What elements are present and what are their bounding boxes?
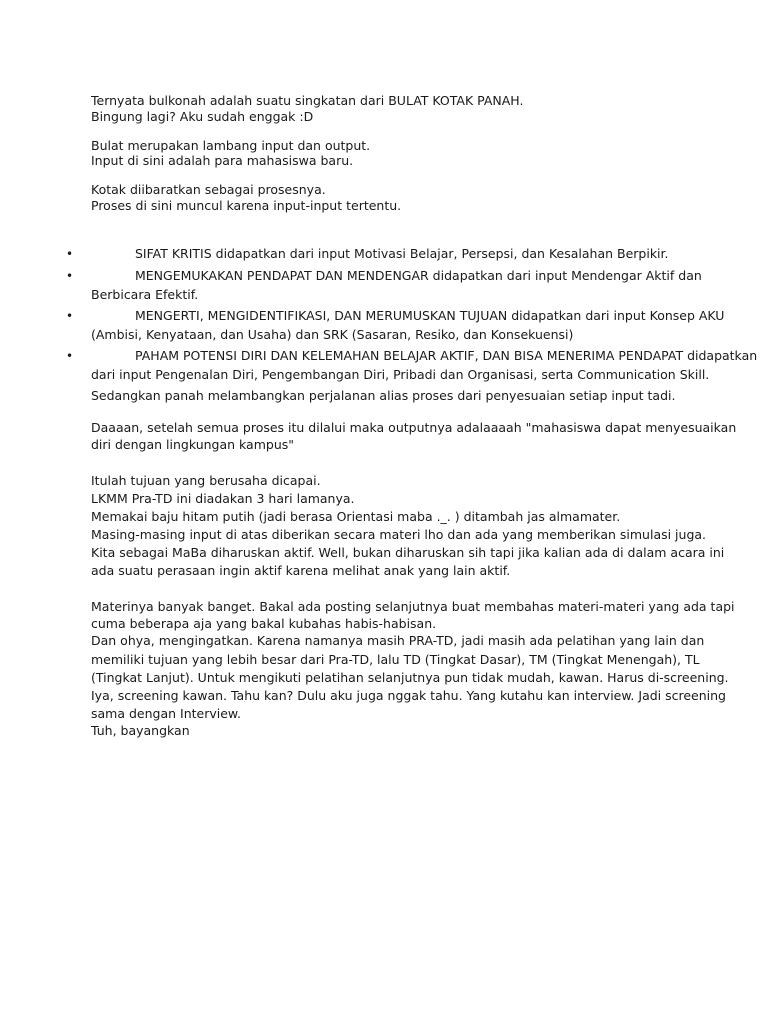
bullet-3-line-2: (Ambisi, Kenyataan, dan Usaha) dan SRK (Sasaran, Resiko, dan Konsekuensi): [91, 327, 574, 342]
bullet-4-line-2: dari input Pengenalan Diri, Pengembangan Diri, Pribadi dan Organisasi, serta Communication Skill.: [91, 367, 710, 382]
bullet-marker: •: [66, 269, 74, 283]
intro-line-6: Proses di sini muncul karena input-input tertentu.: [91, 198, 402, 213]
body-paragraph-4-line-8: Tuh, bayangkan: [91, 723, 190, 738]
body-paragraph-3-line-6: ada suatu perasaan ingin aktif karena melihat anak yang lain aktif.: [91, 563, 511, 578]
body-paragraph-4-line-5: (Tingkat Lanjut). Untuk mengikuti pelatihan selanjutnya pun tidak mudah, kawan. Harus di-screening.: [91, 670, 729, 685]
body-paragraph-3-line-2: LKMM Pra-TD ini diadakan 3 hari lamanya.: [91, 491, 355, 506]
body-paragraph-3-line-3: Memakai baju hitam putih (jadi berasa Orientasi maba ._. ) ditambah jas almamater.: [91, 509, 621, 524]
intro-line-4: Input di sini adalah para mahasiswa baru.: [91, 153, 354, 168]
bullet-2-line-1: MENGEMUKAKAN PENDAPAT DAN MENDENGAR didapatkan dari input Mendengar Aktif dan: [135, 268, 702, 283]
bullet-4-line-1: PAHAM POTENSI DIRI DAN KELEMAHAN BELAJAR AKTIF, DAN BISA MENERIMA PENDAPAT didapatkan: [135, 348, 758, 363]
intro-line-5: Kotak diibaratkan sebagai prosesnya.: [91, 182, 326, 197]
body-paragraph-2-line-1: Daaaan, setelah semua proses itu dilalui maka outputnya adalaaaah "mahasiswa dapat menyesuaikan: [91, 420, 737, 435]
bullet-3-line-1: MENGERTI, MENGIDENTIFIKASI, DAN MERUMUSKAN TUJUAN didapatkan dari input Konsep AKU: [135, 308, 725, 323]
body-paragraph-4-line-7: sama dengan Interview.: [91, 706, 241, 721]
intro-line-2: Bingung lagi? Aku sudah enggak :D: [91, 109, 314, 124]
body-paragraph-1: Sedangkan panah melambangkan perjalanan alias proses dari penyesuaian setiap input tadi.: [91, 388, 676, 403]
body-paragraph-4-line-3: Dan ohya, mengingatkan. Karena namanya masih PRA-TD, jadi masih ada pelatihan yang lain dan: [91, 633, 705, 648]
body-paragraph-4-line-4: memiliki tujuan yang lebih besar dari Pra-TD, lalu TD (Tingkat Dasar), TM (Tingkat Menengah), TL: [91, 652, 700, 667]
bullet-marker: •: [66, 309, 74, 323]
body-paragraph-4-line-2: cuma beberapa aja yang bakal kubahas habis-habisan.: [91, 616, 437, 631]
bullet-marker: •: [66, 247, 74, 261]
bullet-2-line-2: Berbicara Efektif.: [91, 287, 199, 302]
body-paragraph-4-line-6: Iya, screening kawan. Tahu kan? Dulu aku juga nggak tahu. Yang kutahu kan interview. Jadi screening: [91, 688, 726, 703]
body-paragraph-2-line-2: diri dengan lingkungan kampus": [91, 437, 294, 452]
bullet-1-line-1: SIFAT KRITIS didapatkan dari input Motivasi Belajar, Persepsi, dan Kesalahan Berpikir.: [135, 246, 669, 261]
body-paragraph-3-line-1: Itulah tujuan yang berusaha dicapai.: [91, 473, 321, 488]
body-paragraph-4-line-1: Materinya banyak banget. Bakal ada posting selanjutnya buat membahas materi-materi yang ada tapi: [91, 599, 735, 614]
intro-line-1: Ternyata bulkonah adalah suatu singkatan dari BULAT KOTAK PANAH.: [91, 93, 524, 108]
intro-line-3: Bulat merupakan lambang input dan output.: [91, 138, 371, 153]
body-paragraph-3-line-4: Masing-masing input di atas diberikan secara materi lho dan ada yang memberikan simulasi juga.: [91, 527, 707, 542]
body-paragraph-3-line-5: Kita sebagai MaBa diharuskan aktif. Well, bukan diharuskan sih tapi jika kalian ada di dalam acara ini: [91, 545, 725, 560]
bullet-marker: •: [66, 349, 74, 363]
